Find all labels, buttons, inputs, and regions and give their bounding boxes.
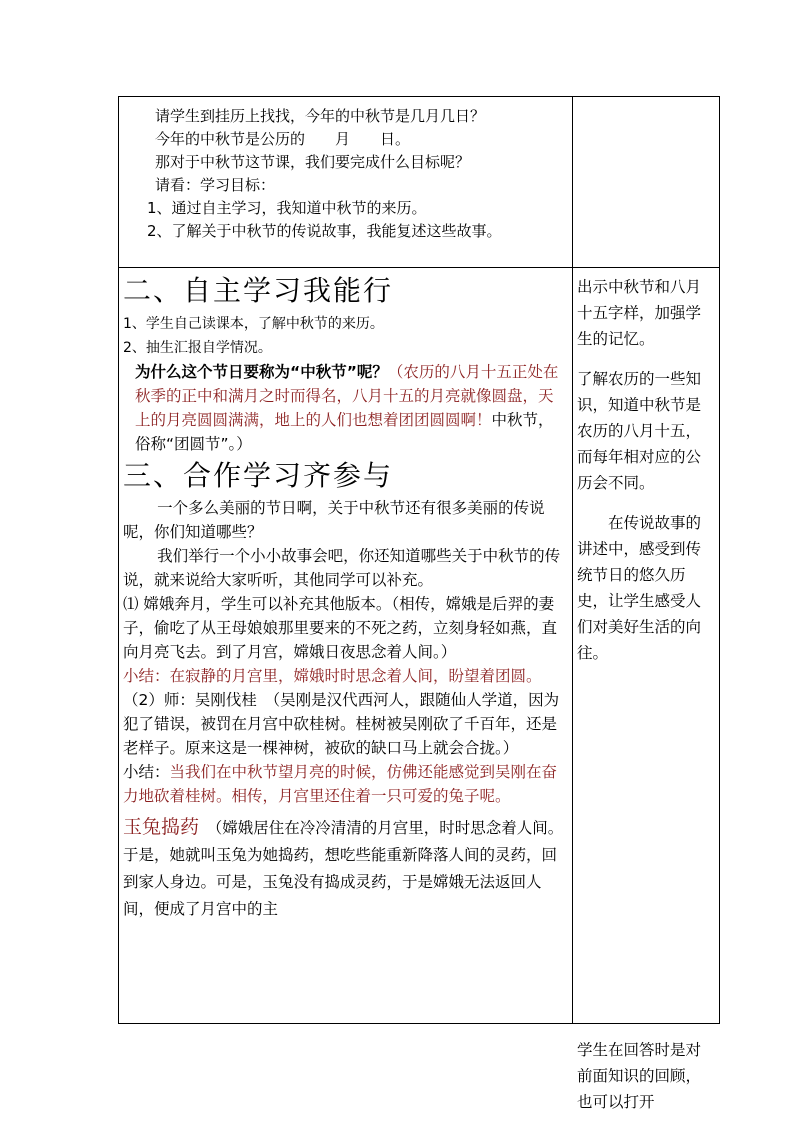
row1-goal-1: 1、通过自主学习，我知道中秋节的来历。 [147,199,427,217]
row1-goal-2: 2、了解关于中秋节的传说故事，我能复述这些故事。 [147,222,502,240]
summary-1: 小结：在寂静的月宫里，嫦娥时时思念着人间，盼望着团圆。 [123,667,542,685]
row1-line-1: 请学生到挂历上找找，今年的中秋节是几月几日？ [155,107,486,125]
row1-line-4: 请看：学习目标： [155,176,276,194]
story-jade-rabbit [123,814,568,923]
story-chang-e: ⑴ 嫦娥奔月，学生可以补充其他版本。（相传，嫦娥是后羿的妻子，偷吃了从王母娘娘那里要来的不死之药，立刻身轻如燕，直向月亮飞去。到了月宫，嫦娥日夜思念着人间。） [123,595,558,661]
row2-note-cell [573,268,720,1111]
row1-line-2: 今年的中秋节是公历的 月 日。 [155,130,411,148]
row1-main-cell [119,97,573,268]
section2-heading: 二、自主学习我能行 [123,274,394,307]
story-wu-gang: （2）师：吴刚伐桂 （吴刚是汉代西河人，跟随仙人学道，因为犯了错误，被罚在月宫中砍桂树。桂树被吴刚砍了千百年，还是老样子。原来这是一棵神树，被砍的缺口马上就会合拢。） [123,691,560,757]
section3-para-1: 一个多么美丽的节日啊，关于中秋节还有很多美丽的传说呢，你们知道哪些？ [123,499,545,541]
row1-note-cell [573,97,720,268]
section2-question: 为什么这个节日要称为“中秋节”呢？ [135,363,388,381]
summary-2-block [123,760,568,808]
note-3: 在传说故事的讲述中，感受到传统节日的悠久历史，让学生感受人们对美好生活的向往。 [577,514,702,662]
table-row [119,97,720,268]
note-1: 出示中秋节和八月十五字样，加强学生的记忆。 [577,278,702,348]
note-2: 了解农历的一些知识，知道中秋节是农历的八月十五，而每年相对应的公历会不同。 [577,370,702,492]
story-jade-rabbit-title: 玉兔捣药 [123,816,200,838]
table-row [119,268,720,1024]
summary-2-text: 当我们在中秋节望月亮的时候，仿佛还能感觉到吴刚在奋力地砍着桂树。相传，月宫里还住着一只可爱的兔子呢。 [123,763,558,805]
section2-item-2: 2、抽生汇报自学情况。 [123,340,272,356]
section2-item-1: 1、学生自己读课本，了解中秋节的来历。 [123,316,384,332]
row2-main-cell [119,268,573,1024]
section3-para-2: 我们举行一个小小故事会吧，你还知道哪些关于中秋节的传说，就来说给大家听听，其他同学可以补充。 [123,547,561,589]
section2-question-block [123,360,568,456]
section2-answer-end: 中秋节，俗称“团圆节”。） [135,411,554,453]
section3-heading: 三、合作学习齐参与 [123,459,394,492]
summary-2-label: 小结： [123,763,170,781]
lesson-plan-table [118,96,720,1111]
row1-line-3: 那对于中秋节这节课，我们要完成什么目标呢？ [155,153,471,171]
note-4: 学生在回答时是对前面知识的回顾，也可以打开 [577,1040,702,1111]
section2-answer: （农历的八月十五正处在秋季的正中和满月之时而得名，八月十五的月亮就像圆盘，天上的月亮圆圆满满，地上的人们也想着团团圆圆啊！ [135,363,559,429]
story-jade-rabbit-text: （嫦娥居住在冷冷清清的月宫里，时时思念着人间。于是，她就叫玉兔为她捣药，想吃些能重新降落人间的灵药，回到家人身边。可是，玉兔没有捣成灵药，于是嫦娥无法返回人间，便成了月宫中的主 [123,819,564,918]
